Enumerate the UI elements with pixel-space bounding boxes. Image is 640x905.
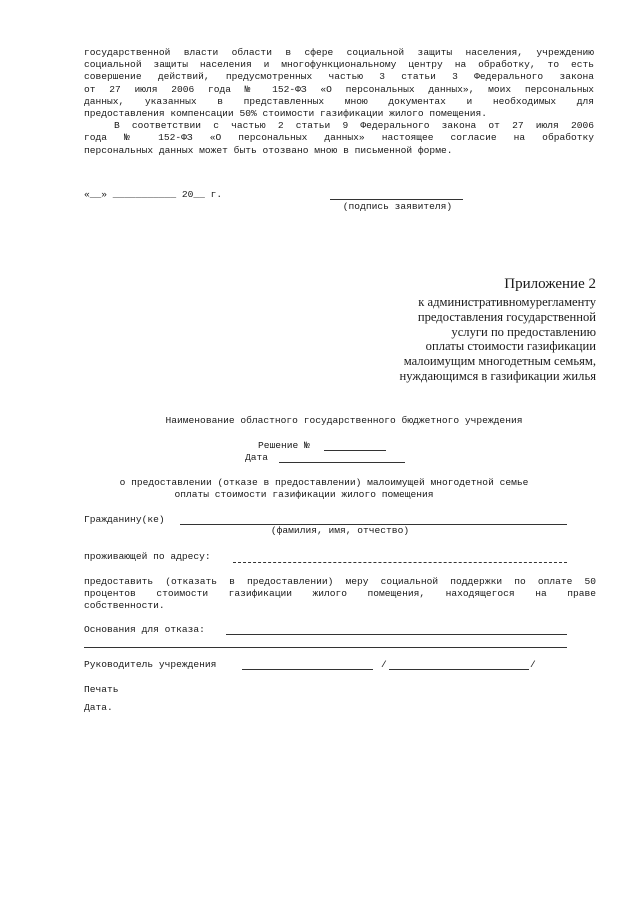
consent-line: предоставления компенсации 50% стоимости газификации жилого помещения. [84,108,488,120]
head-name-field [389,669,529,670]
consent-line: года № 152-ФЗ «О персональных данных» настоящее согласие на обработку [84,132,594,144]
appendix-line: к административномурегламенту [418,295,596,309]
stamp-label: Печать [84,684,119,695]
signature-caption: (подпись заявителя) [342,201,453,212]
slash-close: / [530,659,536,670]
subject-line: о предоставлении (отказе в предоставлении) малоимущей многодетной семье [119,477,529,488]
citizen-label: Гражданину(ке) [84,514,165,525]
decision-number-field [324,450,386,451]
appendix-block [336,275,596,384]
head-label: Руководитель учреждения [84,659,217,670]
consent-date-line: «__» ___________ 20__ г. [84,189,223,200]
address-field [233,562,567,563]
slash-open: / [381,659,387,670]
signature-line [330,199,463,200]
appendix-title: Приложение 2 [504,276,596,292]
grounds-field-2 [84,647,567,648]
appendix-line: нуждающимся в газификации жилья [399,368,596,383]
appendix-line: услуги по предоставлению [451,324,596,339]
institution-name: Наименование областного государственного бюджетного учреждения [165,415,523,426]
citizen-caption: (фамилия, имя, отчество) [270,525,410,536]
consent-line: данных, указанных в представленных мною документах и необходимых для [84,95,594,107]
consent-line: государственной власти области в сфере социальной защиты населения, учреждению [84,47,594,58]
consent-line: персональных данных может быть отозвано мною в письменной форме. [84,144,453,156]
head-signature-field [242,669,373,670]
provide-paragraph [84,576,596,613]
grounds-label: Основания для отказа: [84,624,205,635]
consent-line: В соответствии с частью 2 статьи 9 Федерального закона от 27 июля 2006 [114,120,594,132]
appendix-line: оплаты стоимости газификации [425,339,596,354]
date-footer: Дата. [84,702,113,713]
decision-date-field [279,462,405,463]
consent-line: социальной защиты населения и многофункциональному центру на обработку, то есть [84,59,594,71]
address-label: проживающей по адресу: [84,551,211,562]
decision-date-label: Дата [245,452,269,463]
decision-subject [84,477,604,501]
provide-line: предоставить (отказать в предоставлении) меру социальной поддержки по оплате 50 [84,576,596,587]
provide-line: собственности. [84,600,165,612]
decision-number-label: Решение № [258,440,310,451]
provide-line: процентов стоимости газификации жилого помещения, находящегося на праве [84,588,596,600]
appendix-line: предоставления государственной [417,309,596,324]
consent-line: от 27 июля 2006 года № 152-ФЗ «О персональных данных», моих персональных [84,83,594,95]
consent-line: совершение действий, предусмотренных частью 3 статьи 3 Федерального закона [84,71,594,83]
consent-paragraph [84,47,594,157]
subject-line: оплаты стоимости газификации жилого помещения [174,489,434,501]
appendix-line: малоимущим многодетным семьям, [403,354,596,369]
grounds-field [226,634,567,635]
